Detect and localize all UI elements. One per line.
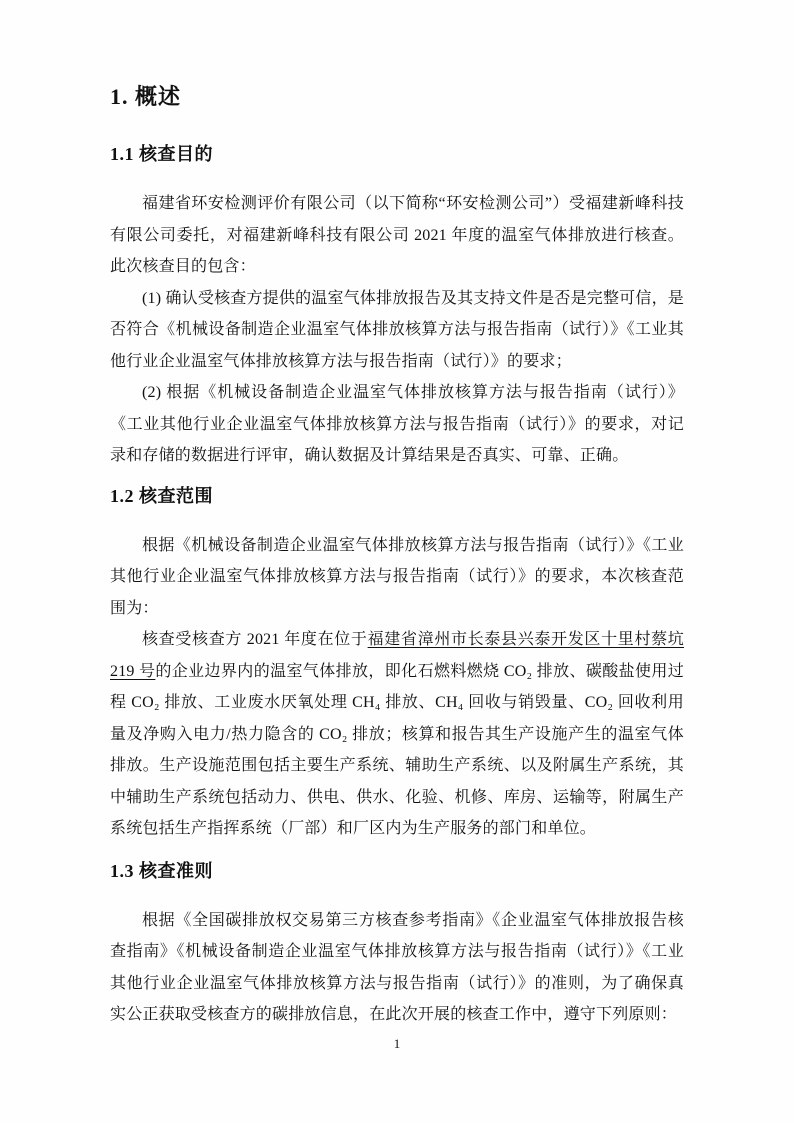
paragraph-criteria-intro: 根据《全国碳排放权交易第三方核查参考指南》《企业温室气体排放报告核查指南》《机械设备制造企业温室气体排放核算方法与报告指南（试行）》《工业其他行业企业温室气体排放核算方法与报告指南（试行）》的准则，为了确保真实公正获取受核查方的碳排放信息，在此次开展的核查工作中，遵守下列原则： xyxy=(110,911,684,1023)
section-heading-verification-criteria: 1.3 核查准则 xyxy=(110,860,213,881)
paragraph-scope-intro: 根据《机械设备制造企业温室气体排放核算方法与报告指南（试行）》《工业其他行业企业温室气体排放核算方法与报告指南（试行）》的要求，本次核查范围为： xyxy=(110,536,684,617)
paragraph-purpose-intro: 福建省环安检测评价有限公司（以下简称“环安检测公司”）受福建新峰科技有限公司委托，对福建新峰科技有限公司 2021 年度的温室气体排放进行核查。此次核查目的包含： xyxy=(110,195,684,275)
document-content xyxy=(110,0,684,1031)
paragraph-scope-detail xyxy=(110,624,684,845)
paragraph-purpose-item-2: (2) 根据《机械设备制造企业温室气体排放核算方法与报告指南（试行）》《工业其他行业企业温室气体排放核算方法与报告指南（试行）》的要求，对记录和存储的数据进行评审，确认数据及计算结果是否真实、可靠、正确。 xyxy=(110,384,684,464)
scope-rest-text: 的企业边界内的温室气体排放，即化石燃料燃烧 CO₂ 排放、碳酸盐使用过程 CO₂ 排放、工业废水厌氧处理 CH₄ 排放、CH₄ 回收与销毁量、CO₂ 回收利用量及净购入电力/热力隐含的 CO₂ 排放；核算和报告其生产设施产生的温室气体排放。生产设施范围包括主要生产系统、辅助生产系统、以及附属生产系统，其中辅助生产系统包括动力、供电、供水、化验、机修、库房、运输等，附属生产系统包括生产指挥系统（厂部）和厂区内为生产服务的部门和单位。 xyxy=(110,662,684,837)
page-number: 1 xyxy=(393,1036,401,1051)
company-address-underlined: 福建省漳州市长泰县兴泰开发区十里村蔡坑 219 号 xyxy=(110,631,684,680)
chapter-heading: 1. 概述 xyxy=(110,84,182,109)
section-heading-verification-purpose: 1.1 核查目的 xyxy=(110,144,213,164)
paragraph-purpose-item-1: (1) 确认受核查方提供的温室气体排放报告及其支持文件是否是完整可信，是否符合《机械设备制造企业温室气体排放核算方法与报告指南（试行）》《工业其他行业企业温室气体排放核算方法与报告指南（试行）》的要求； xyxy=(110,289,684,370)
section-heading-verification-scope: 1.2 核查范围 xyxy=(110,485,213,506)
scope-prefix-text: 核查受核查方 2021 年度在位于 xyxy=(142,631,368,648)
